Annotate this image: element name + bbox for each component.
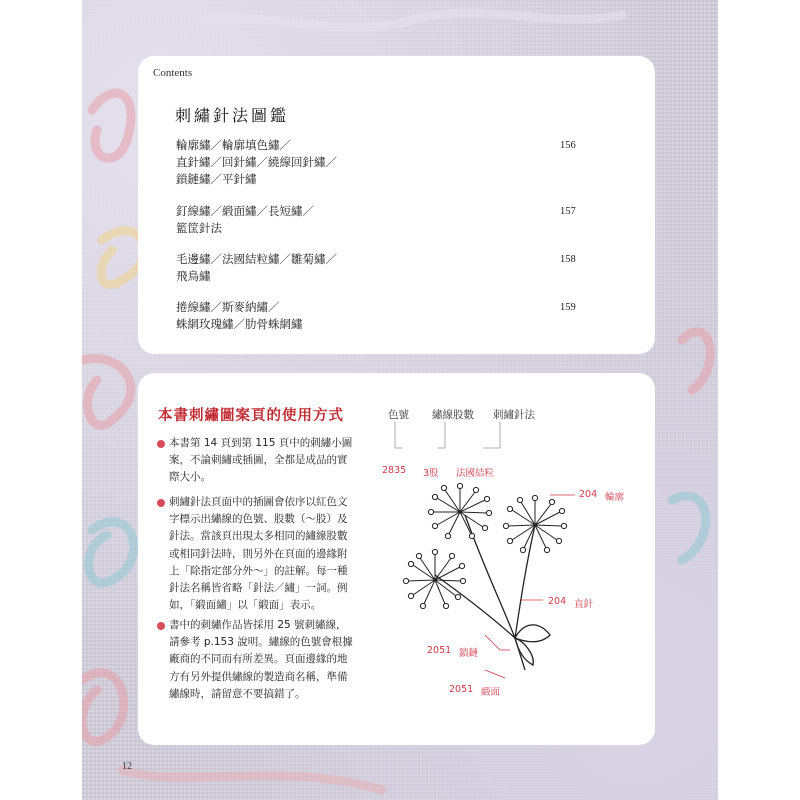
dandelion-rays bbox=[408, 488, 562, 604]
annotation-color-number: 2051 bbox=[449, 684, 474, 695]
page-number: 12 bbox=[122, 761, 132, 772]
toc-entry-line: 輪廓繡／輪廓填色繡／ bbox=[176, 138, 291, 152]
annotation-stitch-name: 鎖鏈 bbox=[459, 648, 479, 659]
howto-bullet bbox=[157, 617, 357, 703]
example-strand-count: 3股 bbox=[423, 468, 439, 479]
page-margin-right bbox=[718, 0, 800, 800]
toc-page-number: 158 bbox=[560, 254, 576, 265]
toc-entry-line: 鎖鏈繡／平針繡 bbox=[176, 172, 257, 186]
example-stitch-name: 法國結粒 bbox=[456, 468, 495, 479]
toc-page-number: 156 bbox=[560, 140, 576, 151]
toc-entry-line: 捲線繡／斯麥納繡／ bbox=[176, 300, 280, 314]
howto-bullet-text: 刺繡針法頁面中的插圖會依序以紅色文字標示出繡線的色號、股數（～股）及針法。當該頁出現太多相同的繡線股數或相同針法時，則另外在頁面的邊緣附上「除指定部分外～」的註解。每一種針法名稱皆省略「針法／繡」一詞。例如，「緞面繡」以「緞面」表示。 bbox=[169, 496, 348, 612]
toc-entry-line: 毛邊繡／法國結粒繡／雛菊繡／ bbox=[176, 252, 337, 266]
page-margin-left bbox=[0, 0, 82, 800]
bullet-dot-icon bbox=[157, 440, 165, 448]
toc-entry-line: 直針繡／回針繡／繞線回針繡／ bbox=[176, 155, 337, 169]
toc-entry bbox=[176, 137, 476, 188]
annotation-stitch-name: 緞面 bbox=[481, 687, 501, 698]
howto-title: 本書刺繡圖案頁的使用方式 bbox=[158, 408, 344, 424]
annotation-stitch-name: 輪廓 bbox=[605, 492, 625, 503]
contents-label: Contents bbox=[153, 67, 193, 79]
toc-entry-line: 蛛網玫瑰繡／肋骨蛛網繡 bbox=[176, 317, 303, 331]
toc-entry bbox=[176, 203, 476, 237]
bullet-dot-icon bbox=[157, 622, 165, 630]
legend-stitch-name: 刺繡針法 bbox=[493, 409, 535, 421]
toc-title: 刺繡針法圖鑑 bbox=[175, 106, 290, 125]
howto-bullet bbox=[157, 435, 357, 487]
annotation-color-number: 204 bbox=[579, 489, 598, 500]
annotation-stitch-name: 直針 bbox=[574, 599, 594, 610]
toc-page-number: 159 bbox=[560, 302, 576, 313]
toc-entry bbox=[176, 251, 476, 285]
french-knot-dots bbox=[403, 483, 566, 608]
legend-brackets bbox=[395, 422, 500, 448]
annotation-color-number: 2051 bbox=[427, 645, 452, 656]
annotation-color-number: 204 bbox=[548, 596, 567, 607]
stitch-diagram bbox=[375, 400, 635, 700]
toc-entry-line: 飛鳥繡 bbox=[176, 269, 211, 283]
toc-entry-line: 釘線繡／緞面繡／長短繡／ bbox=[176, 204, 314, 218]
toc-entry-line: 籃筐針法 bbox=[176, 221, 222, 235]
toc-page-number: 157 bbox=[560, 206, 576, 217]
howto-bullet-text: 本書第 14 頁到第 115 頁中的刺繡小圖案，不論刺繡或插圖，全都是成品的實際大小。 bbox=[169, 437, 353, 484]
toc-entry bbox=[176, 299, 476, 333]
howto-bullet-text: 書中的刺繡作品皆採用 25 號刺繡線，請參考 p.153 說明。繡線的色號會根據廠商的不同而有所差異。頁面邊緣的地方有另外提供繡線的製造商名稱，準備繡線時，請留意不要搞錯了。 bbox=[169, 619, 353, 700]
bullet-dot-icon bbox=[157, 499, 165, 507]
legend-strand-count: 繡線股數 bbox=[432, 409, 474, 421]
flower-stems bbox=[435, 515, 550, 670]
legend-color-number: 色號 bbox=[388, 409, 409, 421]
howto-bullet bbox=[157, 494, 357, 614]
example-color-number: 2835 bbox=[382, 465, 407, 476]
